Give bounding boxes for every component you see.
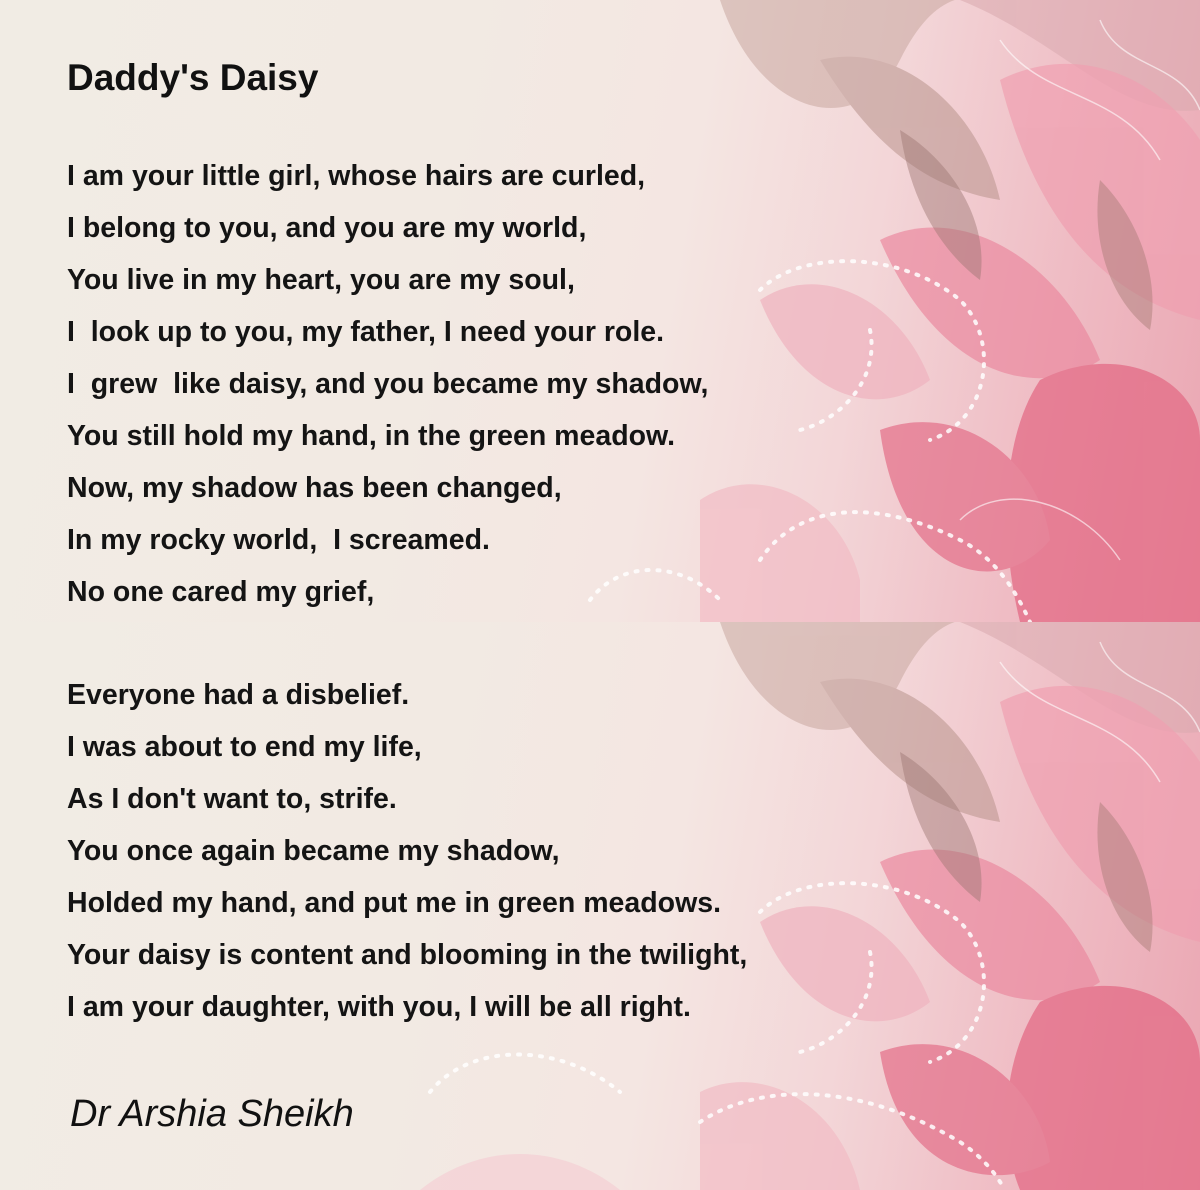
poem-line: You still hold my hand, in the green meadow. <box>67 420 676 452</box>
poem-title: Daddy's Daisy <box>67 57 319 98</box>
poem-line: I grew like daisy, and you became my shadow, <box>67 368 709 400</box>
poem-line: Everyone had a disbelief. <box>67 679 410 711</box>
poem-line: In my rocky world, I screamed. <box>67 524 490 556</box>
poem-line: No one cared my grief, <box>67 576 375 608</box>
poem-line: You live in my heart, you are my soul, <box>67 264 575 296</box>
poem-line: I am your little girl, whose hairs are curled, <box>67 160 646 192</box>
poem-line: I am your daughter, with you, I will be all right. <box>67 991 691 1023</box>
poem-stanza-1 <box>67 150 708 618</box>
poem-line: Now, my shadow has been changed, <box>67 472 562 504</box>
poem-line: Holded my hand, and put me in green meadows. <box>67 887 722 919</box>
poem-line: You once again became my shadow, <box>67 835 560 867</box>
poem-line: I look up to you, my father, I need your role. <box>67 316 665 348</box>
poem-line: I was about to end my life, <box>67 731 422 763</box>
poem-stanza-2 <box>67 669 747 1033</box>
poem-author: Dr Arshia Sheikh <box>70 1093 354 1135</box>
poem-line: As I don't want to, strife. <box>67 783 397 815</box>
poem-line: Your daisy is content and blooming in the twilight, <box>67 939 748 971</box>
poem-line: I belong to you, and you are my world, <box>67 212 587 244</box>
